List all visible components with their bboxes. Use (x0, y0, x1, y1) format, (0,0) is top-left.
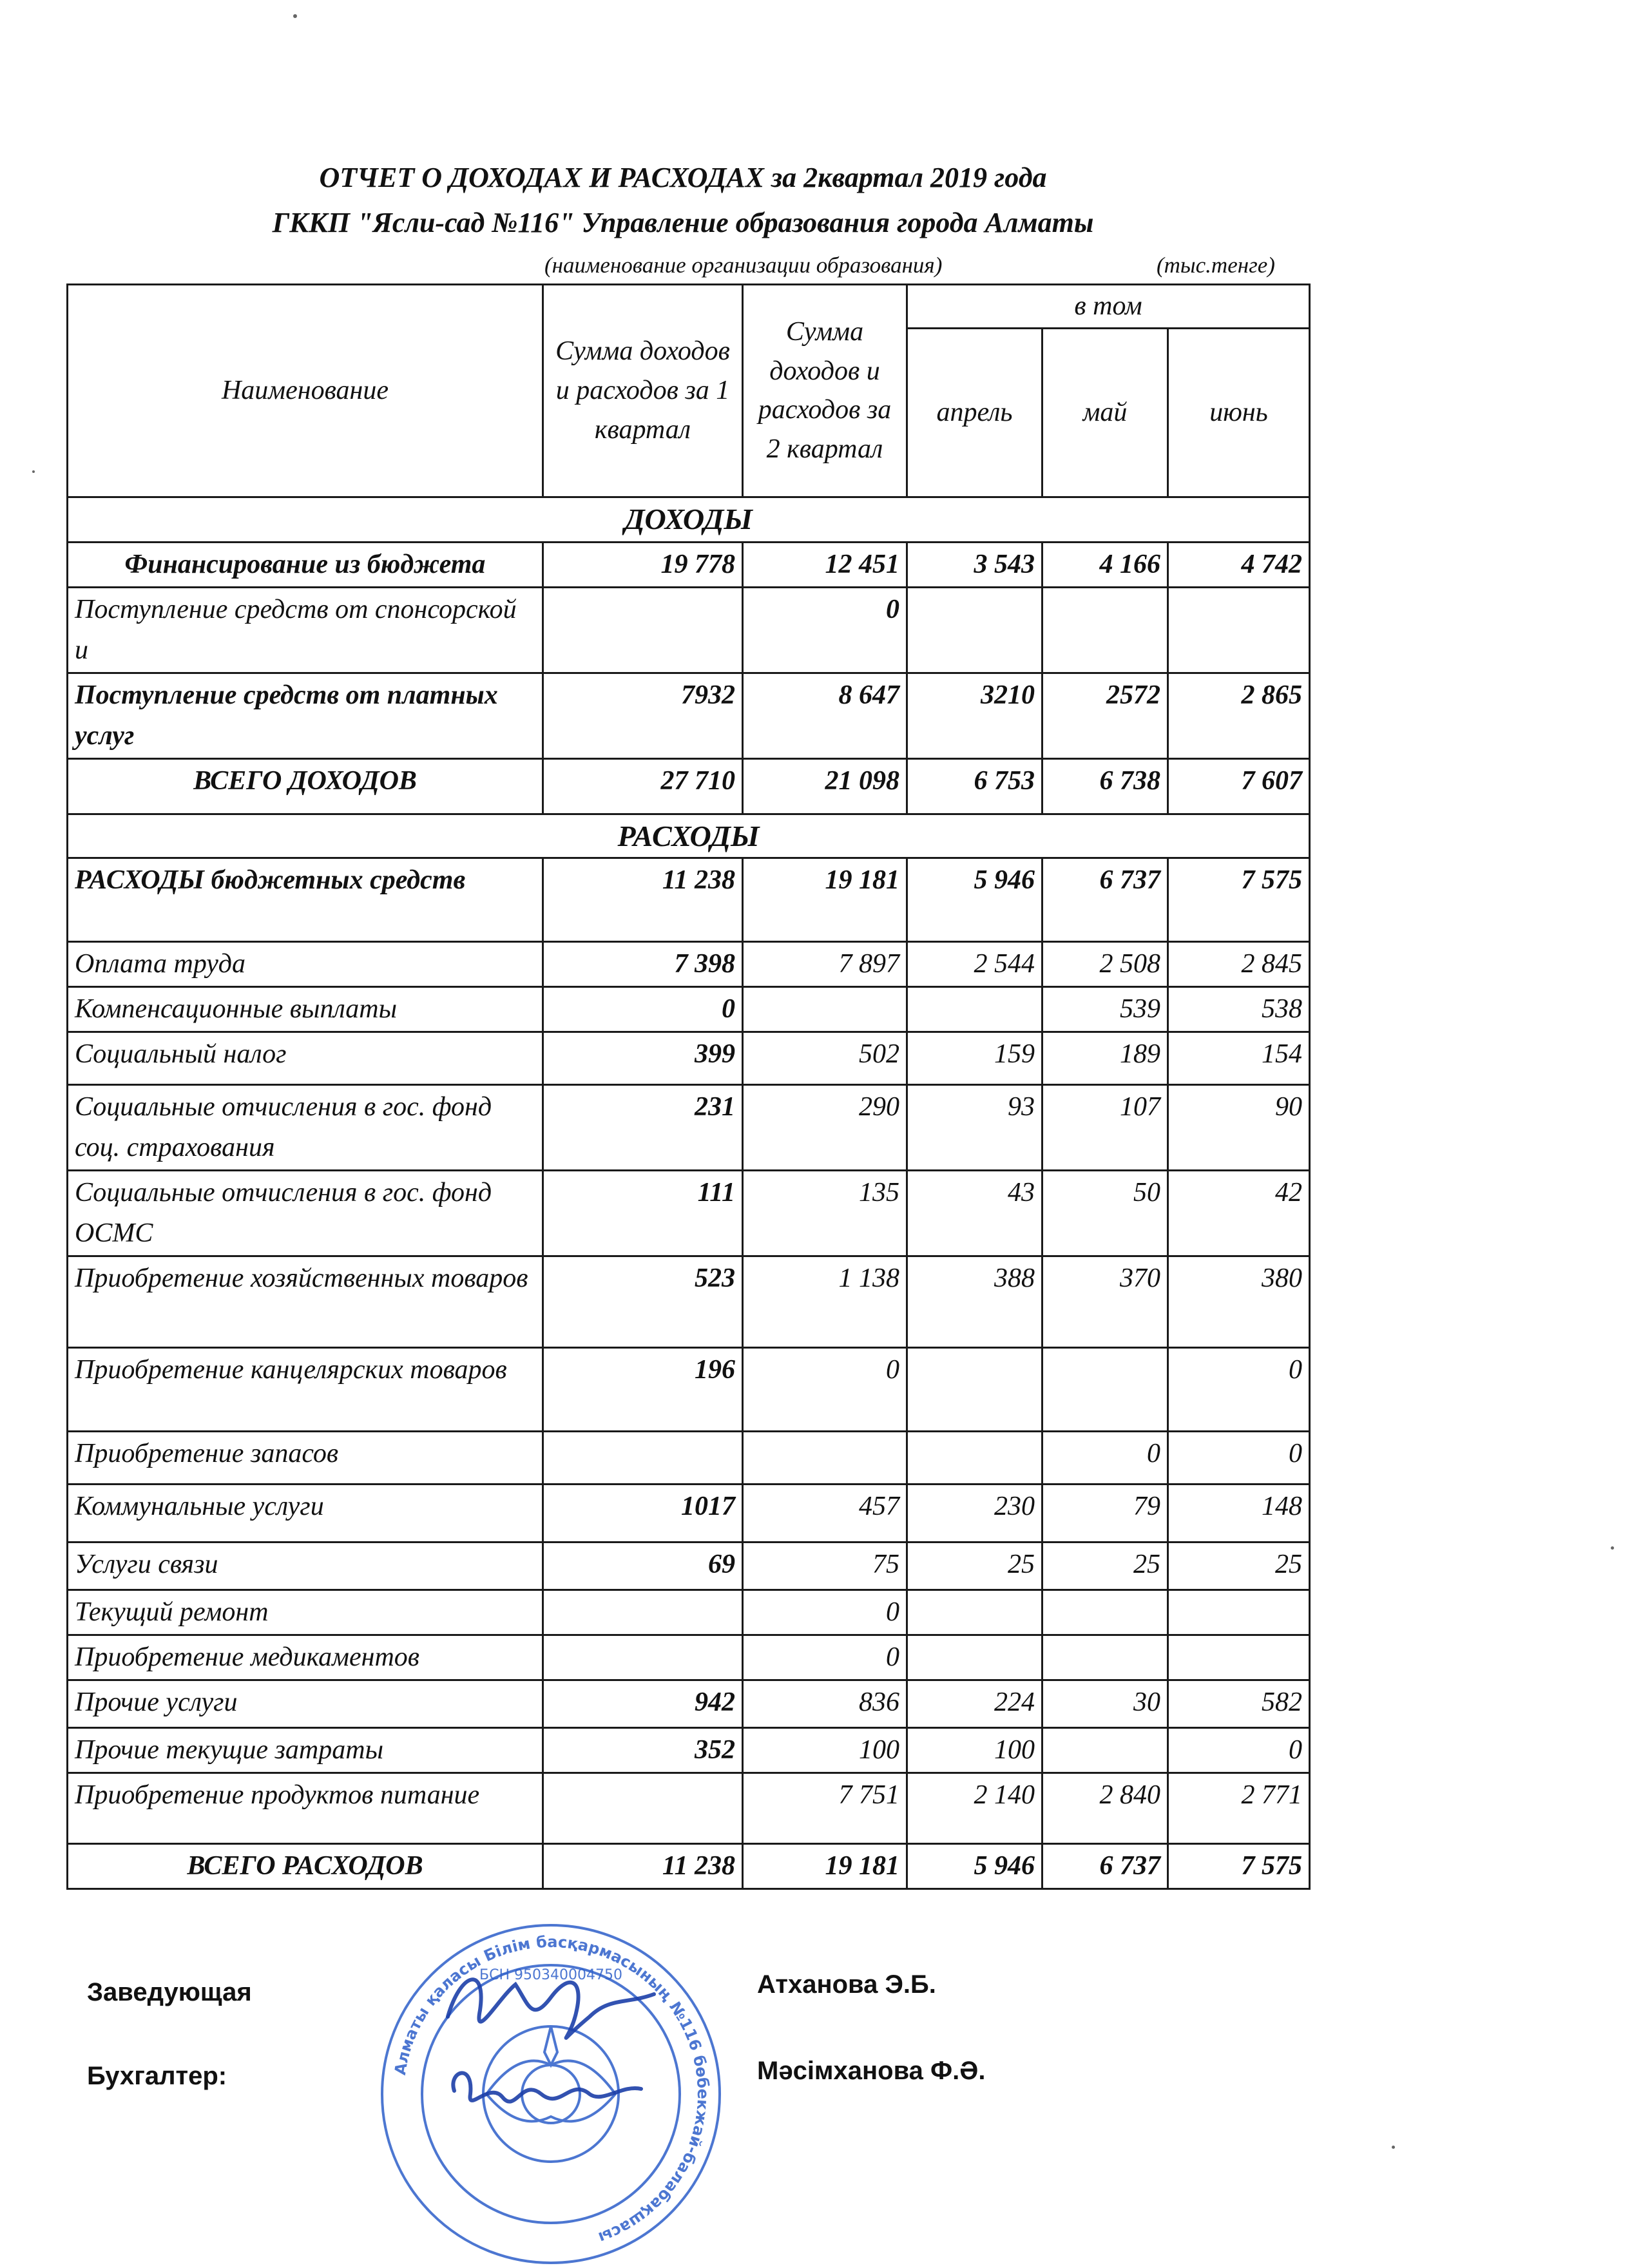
expense-row (68, 1590, 1310, 1635)
cell-q1: 19 778 (543, 542, 743, 587)
cell-apr: 43 (907, 1171, 1042, 1256)
cell-q1 (543, 1773, 743, 1844)
cell-q2 (743, 987, 907, 1032)
expense-row (68, 1844, 1310, 1889)
cell-q1: 523 (543, 1256, 743, 1348)
expense-row (68, 1085, 1310, 1171)
cell-q1: 1017 (543, 1485, 743, 1542)
organization-stamp (377, 1920, 725, 2268)
cell-q2: 75 (743, 1542, 907, 1590)
head-label: Заведующая (87, 1978, 252, 2006)
expense-row (68, 1542, 1310, 1590)
stamp-bin-text: БСН 950340004750 (479, 1967, 622, 1983)
cell-q2: 19 181 (743, 858, 907, 942)
row-name: Социальные отчисления в гос. фонд ОСМС (68, 1171, 543, 1256)
unit-caption: (тыс.тенге) (1157, 253, 1275, 278)
column-header-q2: Сумма доходов и расходов за 2 квартал (743, 285, 907, 497)
column-header-april: апрель (907, 328, 1042, 497)
cell-jun (1168, 587, 1310, 673)
row-name: Социальный налог (68, 1032, 543, 1085)
cell-q2: 0 (743, 1348, 907, 1432)
expense-row (68, 1773, 1310, 1844)
cell-jun: 2 845 (1168, 942, 1310, 987)
cell-jun: 0 (1168, 1348, 1310, 1432)
emblem-icon (486, 2026, 615, 2123)
expense-row (68, 1728, 1310, 1773)
accountant-label: Бухгалтер: (87, 2062, 227, 2090)
scan-speck (32, 470, 35, 473)
cell-apr: 93 (907, 1085, 1042, 1171)
cell-jun: 7 575 (1168, 1844, 1310, 1889)
cell-q1: 7932 (543, 673, 743, 758)
scan-speck (1392, 2146, 1395, 2149)
cell-jun: 90 (1168, 1085, 1310, 1171)
cell-q1: 27 710 (543, 758, 743, 814)
cell-jun: 4 742 (1168, 542, 1310, 587)
column-header-name: Наименование (68, 285, 543, 497)
cell-may: 2 840 (1042, 1773, 1168, 1844)
cell-q2: 836 (743, 1680, 907, 1728)
expense-row (68, 1032, 1310, 1085)
income-row (68, 758, 1310, 814)
row-name: Оплата труда (68, 942, 543, 987)
row-name: ВСЕГО ДОХОДОВ (68, 758, 543, 814)
expense-row (68, 1485, 1310, 1542)
cell-q2: 0 (743, 1635, 907, 1680)
cell-q2: 0 (743, 1590, 907, 1635)
cell-may: 107 (1042, 1085, 1168, 1171)
row-name: Коммунальные услуги (68, 1485, 543, 1542)
section-income-heading: ДОХОДЫ (68, 497, 1310, 542)
cell-q1: 11 238 (543, 858, 743, 942)
cell-q2: 19 181 (743, 1844, 907, 1889)
cell-q1 (543, 1635, 743, 1680)
column-header-june: июнь (1168, 328, 1310, 497)
column-header-may: май (1042, 328, 1168, 497)
report-title: ОТЧЕТ О ДОХОДАХ И РАСХОДАХ за 2квартал 2019 года (319, 162, 1047, 193)
cell-jun: 7 575 (1168, 858, 1310, 942)
cell-apr: 3 543 (907, 542, 1042, 587)
cell-q1: 942 (543, 1680, 743, 1728)
cell-may: 25 (1042, 1542, 1168, 1590)
organization-title: ГККП "Ясли-сад №116" Управление образования города Алматы (272, 207, 1094, 238)
row-name: Приобретение запасов (68, 1432, 543, 1485)
cell-may: 79 (1042, 1485, 1168, 1542)
row-name: Поступление средств от спонсорской и (68, 587, 543, 673)
row-name: Приобретение продуктов питание (68, 1773, 543, 1844)
cell-may: 189 (1042, 1032, 1168, 1085)
cell-may: 2572 (1042, 673, 1168, 758)
income-row (68, 673, 1310, 758)
expense-row (68, 1680, 1310, 1728)
cell-apr: 159 (907, 1032, 1042, 1085)
expense-row (68, 1348, 1310, 1432)
expense-row (68, 942, 1310, 987)
cell-apr: 3210 (907, 673, 1042, 758)
cell-jun: 7 607 (1168, 758, 1310, 814)
cell-jun: 154 (1168, 1032, 1310, 1085)
cell-jun (1168, 1635, 1310, 1680)
cell-q1 (543, 1432, 743, 1485)
cell-q1 (543, 1590, 743, 1635)
cell-apr: 224 (907, 1680, 1042, 1728)
expense-row (68, 1171, 1310, 1256)
column-header-q1: Сумма доходов и расходов за 1 квартал (543, 285, 743, 497)
cell-apr: 6 753 (907, 758, 1042, 814)
cell-jun: 582 (1168, 1680, 1310, 1728)
cell-apr (907, 587, 1042, 673)
cell-q2: 502 (743, 1032, 907, 1085)
cell-q1: 69 (543, 1542, 743, 1590)
income-row (68, 587, 1310, 673)
cell-q1: 352 (543, 1728, 743, 1773)
cell-q1: 196 (543, 1348, 743, 1432)
cell-may: 30 (1042, 1680, 1168, 1728)
cell-jun: 148 (1168, 1485, 1310, 1542)
expense-row (68, 987, 1310, 1032)
cell-apr (907, 1635, 1042, 1680)
cell-may: 6 737 (1042, 858, 1168, 942)
cell-q2: 12 451 (743, 542, 907, 587)
stamp-ring-text: Алматы қаласы Білім басқармасының №116 бөбекжай-балабақшасы (390, 1932, 713, 2247)
row-name: Прочие текущие затраты (68, 1728, 543, 1773)
row-name: Прочие услуги (68, 1680, 543, 1728)
expense-row (68, 1256, 1310, 1348)
row-name: ВСЕГО РАСХОДОВ (68, 1844, 543, 1889)
cell-may (1042, 1348, 1168, 1432)
cell-may (1042, 587, 1168, 673)
cell-may: 370 (1042, 1256, 1168, 1348)
cell-q1: 7 398 (543, 942, 743, 987)
cell-apr: 25 (907, 1542, 1042, 1590)
cell-q2: 8 647 (743, 673, 907, 758)
cell-jun (1168, 1590, 1310, 1635)
cell-apr: 388 (907, 1256, 1042, 1348)
cell-may: 6 737 (1042, 1844, 1168, 1889)
cell-q1: 11 238 (543, 1844, 743, 1889)
cell-q1: 111 (543, 1171, 743, 1256)
organization-caption: (наименование организации образования) (544, 253, 943, 278)
cell-q2: 1 138 (743, 1256, 907, 1348)
row-name: Социальные отчисления в гос. фонд соц. страхования (68, 1085, 543, 1171)
cell-q2: 7 897 (743, 942, 907, 987)
cell-may (1042, 1590, 1168, 1635)
cell-q2: 457 (743, 1485, 907, 1542)
cell-may: 50 (1042, 1171, 1168, 1256)
section-expenses-heading: РАСХОДЫ (68, 814, 1310, 858)
cell-may: 2 508 (1042, 942, 1168, 987)
cell-jun: 538 (1168, 987, 1310, 1032)
cell-may (1042, 1635, 1168, 1680)
cell-q1: 0 (543, 987, 743, 1032)
cell-may: 6 738 (1042, 758, 1168, 814)
row-name: Поступление средств от платных услуг (68, 673, 543, 758)
row-name: Приобретение канцелярских товаров (68, 1348, 543, 1432)
row-name: Текущий ремонт (68, 1590, 543, 1635)
cell-may: 0 (1042, 1432, 1168, 1485)
cell-q1: 399 (543, 1032, 743, 1085)
head-name: Атханова Э.Б. (757, 1970, 936, 1999)
cell-q2: 0 (743, 587, 907, 673)
accountant-name: Мәсімханова Ф.Ә. (757, 2057, 986, 2085)
cell-apr (907, 987, 1042, 1032)
stamp-emblem-ring (483, 2026, 619, 2162)
cell-may (1042, 1728, 1168, 1773)
column-header-group: в том (907, 285, 1310, 329)
cell-jun: 2 771 (1168, 1773, 1310, 1844)
row-name: Услуги связи (68, 1542, 543, 1590)
cell-apr: 5 946 (907, 858, 1042, 942)
scan-speck (1611, 1546, 1614, 1550)
row-name: РАСХОДЫ бюджетных средств (68, 858, 543, 942)
cell-apr: 2 140 (907, 1773, 1042, 1844)
expense-row (68, 1635, 1310, 1680)
cell-jun: 2 865 (1168, 673, 1310, 758)
cell-q1: 231 (543, 1085, 743, 1171)
report-table (66, 284, 1311, 1890)
expense-row (68, 858, 1310, 942)
row-name: Приобретение медикаментов (68, 1635, 543, 1680)
cell-jun: 0 (1168, 1728, 1310, 1773)
cell-q2: 7 751 (743, 1773, 907, 1844)
cell-apr: 2 544 (907, 942, 1042, 987)
cell-q1 (543, 587, 743, 673)
cell-q2: 135 (743, 1171, 907, 1256)
cell-apr (907, 1348, 1042, 1432)
income-row (68, 542, 1310, 587)
cell-apr (907, 1432, 1042, 1485)
cell-q2: 290 (743, 1085, 907, 1171)
cell-apr: 230 (907, 1485, 1042, 1542)
scan-speck (293, 14, 297, 18)
cell-jun: 42 (1168, 1171, 1310, 1256)
stamp-inner-ring (422, 1965, 680, 2223)
row-name: Приобретение хозяйственных товаров (68, 1256, 543, 1348)
cell-q2: 21 098 (743, 758, 907, 814)
cell-jun: 380 (1168, 1256, 1310, 1348)
cell-jun: 0 (1168, 1432, 1310, 1485)
section-row (68, 814, 1310, 858)
cell-jun: 25 (1168, 1542, 1310, 1590)
cell-may: 539 (1042, 987, 1168, 1032)
cell-apr: 5 946 (907, 1844, 1042, 1889)
row-name: Финансирование из бюджета (68, 542, 543, 587)
cell-apr (907, 1590, 1042, 1635)
expense-row (68, 1432, 1310, 1485)
cell-q2 (743, 1432, 907, 1485)
cell-apr: 100 (907, 1728, 1042, 1773)
cell-may: 4 166 (1042, 542, 1168, 587)
cell-q2: 100 (743, 1728, 907, 1773)
row-name: Компенсационные выплаты (68, 987, 543, 1032)
